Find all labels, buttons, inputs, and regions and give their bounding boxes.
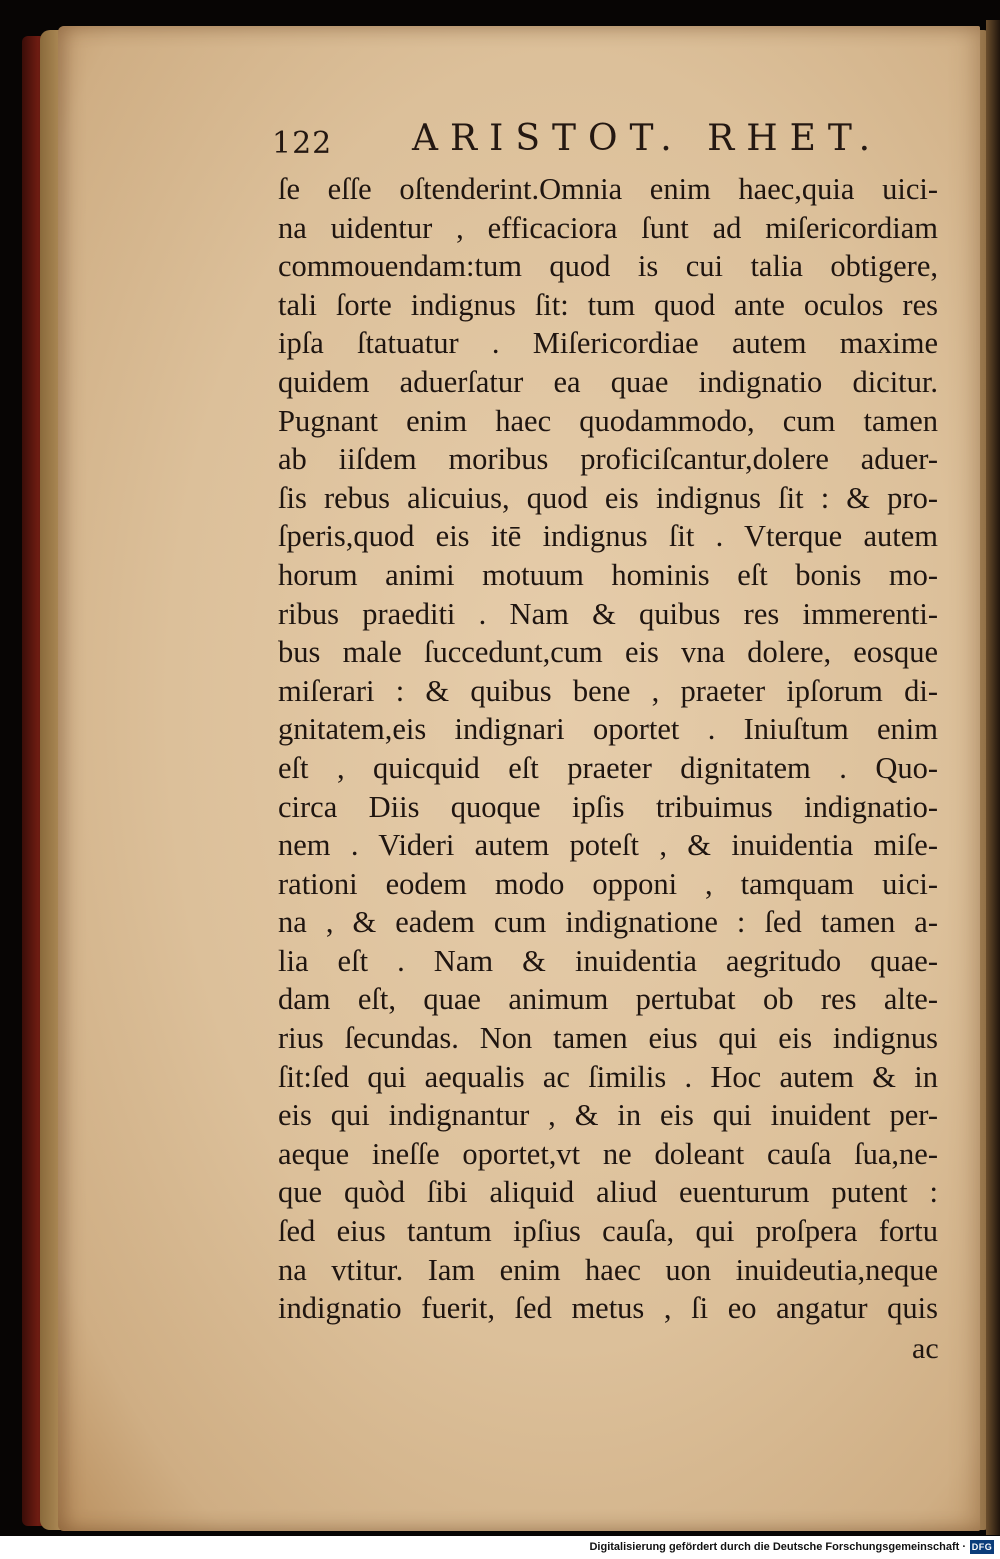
text-line: dam eſt, quae animum pertubat ob res alte- [278,982,938,1017]
text-line: ſperis,quod eis itē indignus ſit . Vterque autem [278,519,938,554]
dfg-logo: DFG [971,1542,993,1552]
text-line: rationi eodem modo opponi , tamquam uici- [278,866,938,901]
text-line: bus male ſuccedunt,cum eis vna dolere, eosque [278,635,938,670]
text-line: eis qui indignantur , & in eis qui inuident per- [278,1098,938,1133]
text-line: circa Diis quoque ipſis tribuimus indignatio- [278,789,938,824]
text-line: ſe eſſe oſtenderint.Omnia enim haec,quia uici- [278,172,938,206]
text-line: commouendam:tum quod is cui talia obtigere, [278,249,938,284]
text-line: na vtitur. Iam enim haec uon inuideutia,neque [278,1252,938,1287]
text-line: nem . Videri autem poteſt , & inuidentia miſe- [278,828,938,863]
page-number: 122 [272,126,333,161]
body-text [278,170,954,1328]
funding-credit: Digitalisierung gefördert durch die Deutsche Forschungsgemeinschaft · [589,1541,966,1553]
text-line: ribus praediti . Nam & quibus res immerenti- [278,596,938,631]
text-line: na , & eadem cum indignatione : ſed tamen a- [278,905,938,940]
text-line: Pugnant enim haec quodammodo, cum tamen [278,403,938,438]
footer-bar [0,1536,1000,1559]
text-line: quidem aduerſatur ea quae indignatio dicitur. [278,364,938,399]
text-line: lia eſt . Nam & inuidentia aegritudo quae- [278,943,938,978]
catchword: ac [912,1332,939,1365]
page-header [272,112,883,172]
scan-edge [986,20,1000,1535]
text-line: ſed eius tantum ipſius cauſa, qui proſpera fortu [278,1214,938,1249]
text-line: na uidentur , efficaciora ſunt ad miſericordiam [278,210,938,245]
text-line: gnitatem,eis indignari oportet . Iniuſtum enim [278,712,938,747]
text-line: rius ſecundas. Non tamen eius qui eis indignus [278,1021,938,1056]
text-line: ſis rebus alicuius, quod eis indignus ſit : & pro- [278,480,938,515]
text-line: miſerari : & quibus bene , praeter ipſorum di- [278,673,938,708]
text-line: horum animi motuum hominis eſt bonis mo- [278,557,938,592]
text-line: ipſa ſtatuatur . Miſericordiae autem maxime [278,326,938,361]
text-line: aeque ineſſe oportet,vt ne doleant cauſa ſua,ne- [278,1136,938,1171]
text-line: que quòd ſibi aliquid aliud euenturum putent : [278,1175,938,1210]
text-line: ſit:ſed qui aequalis ac ſimilis . Hoc autem & in [278,1059,938,1094]
text-line: eſt , quicquid eſt praeter dignitatem . Quo- [278,750,938,785]
text-line: ab iiſdem moribus proficiſcantur,dolere aduer- [278,442,938,477]
text-line: tali ſorte indignus ſit: tum quod ante oculos res [278,287,938,322]
text-line: indignatio fuerit, ſed metus , ſi eo angatur quis [278,1291,938,1326]
running-title: ARISTOT. RHET. [412,118,883,159]
